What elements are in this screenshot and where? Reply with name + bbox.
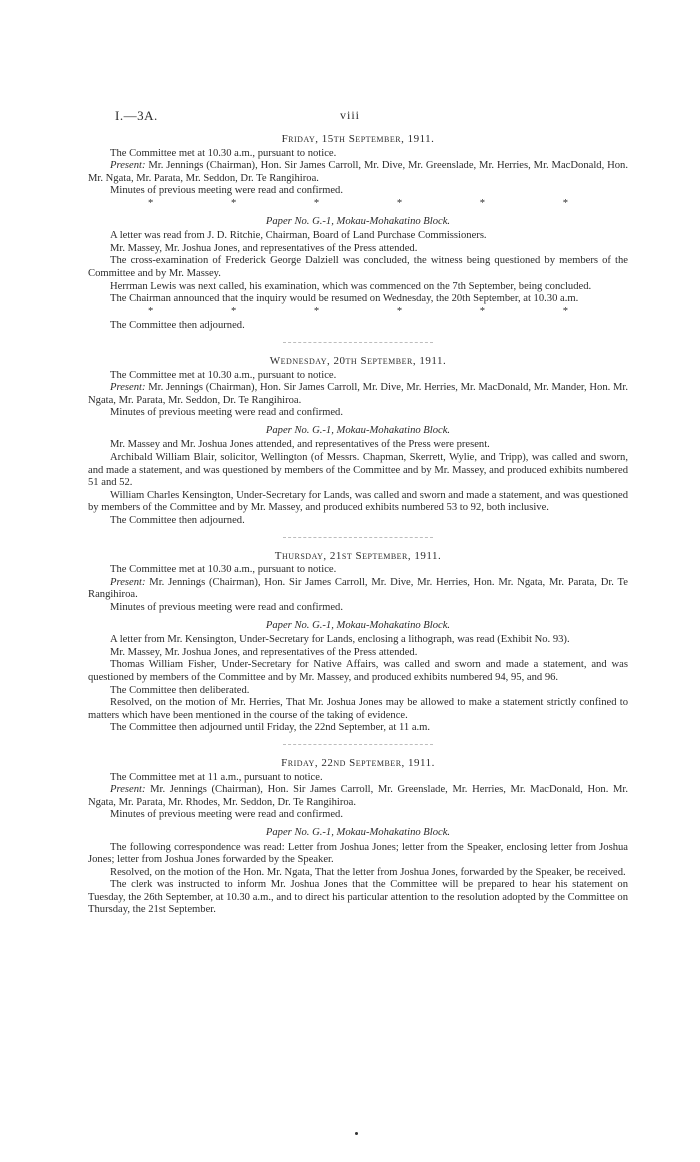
present-list: Mr. Jennings (Chairman), Hon. Sir James Carroll, Mr. Greenslade, Mr. Herries, Mr. MacDonald, Hon. Mr. Ngata, Mr. Parata, Mr. Rhodes, Mr. Seddon, Dr. Te Rangihiroa. — [88, 784, 628, 808]
present-label: Present: — [110, 382, 146, 394]
meeting-block — [88, 550, 628, 735]
paragraph: Resolved, on the motion of the Hon. Mr. Ngata, That the letter from Joshua Jones, forwarded by the Speaker, be received. — [110, 866, 626, 878]
page-reference: I.—3A. — [115, 108, 158, 123]
paragraph: The following correspondence was read: Letter from Joshua Jones; letter from the Speaker, enclosing letter from Joshua Jones; letter from Joshua Jones forwarded by the Speaker. — [88, 841, 628, 866]
asterisk: * — [396, 305, 403, 317]
section-divider — [283, 342, 433, 343]
present-list: Mr. Jennings (Chairman), Hon. Sir James Carroll, Mr. Dive, Mr. Herries, Hon. Mr. Ngata, Mr. Parata, Dr. Te Rangihiroa. — [88, 576, 628, 601]
paragraph: Minutes of previous meeting were read and confirmed. — [110, 185, 343, 197]
paper-heading: Paper No. G.-1, Mokau-Mohakatino Block. — [265, 424, 451, 436]
paragraph: Resolved, on the motion of Mr. Herries, That Mr. Joshua Jones may be allowed to make a statement strictly confined to matters which have been mentioned in the course of the taking of evidence. — [88, 697, 628, 721]
present-list: Mr. Jennings (Chairman), Hon. Sir James Carroll, Mr. Dive, Mr. Greenslade, Mr. Herries, Mr. MacDonald, Hon. Mr. Ngata, Mr. Parata, Mr. Seddon, Dr. Te Rangihiroa. — [88, 160, 628, 184]
asterisk-break — [88, 306, 628, 319]
present-list: Mr. Jennings (Chairman), Hon. Sir James Carroll, Mr. Dive, Mr. Herries, Mr. MacDonald, Mr. Mander, Hon. Mr. Ngata, Mr. Parata, Mr. Seddon, Dr. Te Rangihiroa. — [88, 382, 628, 406]
meeting-date: Thursday, 21st September, 1911. — [274, 549, 442, 562]
paper-heading: Paper No. G.-1, Mokau-Mohakatino Block. — [265, 215, 451, 227]
meeting-block — [88, 133, 628, 333]
paragraph: Mr. Massey, Mr. Joshua Jones, and representatives of the Press attended. — [110, 646, 418, 658]
paragraph: The Committee then adjourned. — [110, 320, 245, 332]
paper-heading: Paper No. G.-1, Mokau-Mohakatino Block. — [265, 619, 451, 631]
meeting-block — [88, 757, 628, 917]
asterisk: * — [230, 305, 237, 317]
paragraph: A letter was read from J. D. Ritchie, Chairman, Board of Land Purchase Commissioners. — [110, 230, 487, 242]
paragraph: Minutes of previous meeting were read and confirmed. — [110, 602, 343, 613]
paragraph: Thomas William Fisher, Under-Secretary for Native Affairs, was called and sworn and made a statement, and was questioned by members of the Committee and by Mr. Massey, and produced exhibits numbered 94, 95, and 96. — [88, 659, 628, 683]
asterisk: * — [230, 197, 237, 209]
asterisk: * — [479, 197, 486, 209]
meeting-date: Friday, 22nd September, 1911. — [281, 756, 435, 769]
paragraph: The Committee then adjourned. — [110, 515, 245, 527]
present-paragraph — [88, 784, 628, 809]
asterisk: * — [313, 197, 320, 209]
paragraph: William Charles Kensington, Under-Secretary for Lands, was called and sworn and made a statement, and was questioned by members of the Committee and by Mr. Massey, and produced exhibits numbered 53 to 92, both inclusive. — [88, 489, 629, 514]
asterisk-break — [88, 198, 628, 211]
asterisk: * — [148, 305, 154, 317]
paragraph: The Committee met at 10.30 a.m., pursuant to notice. — [110, 147, 337, 159]
page-number: viii — [340, 108, 361, 122]
present-paragraph — [88, 160, 628, 185]
paragraph: Archibald William Blair, solicitor, Wellington (of Messrs. Chapman, Skerrett, Wylie, and Tripp), was called and sworn, and made a statement, and was questioned by members of the Committee and by Mr. Massey, and produced exhibits numbered 51 and 52. — [88, 452, 628, 489]
paragraph: A letter from Mr. Kensington, Under-Secretary for Lands, enclosing a lithograph, was read (Exhibit No. 93). — [110, 634, 570, 646]
present-label: Present: — [110, 576, 146, 588]
paragraph: Mr. Massey and Mr. Joshua Jones attended, and representatives of the Press were present. — [110, 439, 490, 451]
asterisk: * — [148, 197, 154, 209]
paragraph: Minutes of previous meeting were read and confirmed. — [110, 407, 343, 419]
meeting-date: Friday, 15th September, 1911. — [281, 133, 435, 145]
minutes-column — [88, 133, 628, 917]
meeting-date: Wednesday, 20th September, 1911. — [269, 354, 447, 367]
asterisk: * — [313, 305, 320, 317]
present-label: Present: — [110, 784, 146, 796]
paragraph: The Committee met at 10.30 a.m., pursuant to notice. — [110, 369, 337, 381]
paragraph: The clerk was instructed to inform Mr. Joshua Jones that the Committee will be prepared to hear his statement on Tuesday, the 26th September, at 10.30 a.m., and to direct his particular attention to the resolution adopted by the Committee on Thursday, the 21st September. — [88, 879, 628, 916]
present-paragraph — [88, 382, 628, 407]
asterisk: * — [562, 305, 568, 317]
paper-heading: Paper No. G.-1, Mokau-Mohakatino Block. — [265, 826, 451, 838]
paragraph: The Committee met at 11 a.m., pursuant to notice. — [110, 771, 323, 783]
meeting-block — [88, 355, 628, 528]
asterisk: * — [562, 197, 568, 209]
section-divider — [283, 537, 433, 538]
footer-mark — [355, 1132, 358, 1135]
paragraph: The cross-examination of Frederick George Dalziell was concluded, the witness being questioned by members of the Committee and by Mr. Massey. — [88, 255, 628, 279]
paragraph: Mr. Massey, Mr. Joshua Jones, and representatives of the Press attended. — [110, 242, 418, 254]
paragraph: The Committee then deliberated. — [110, 684, 250, 696]
present-label: Present: — [110, 160, 146, 172]
present-paragraph — [88, 577, 628, 602]
paragraph: The Chairman announced that the inquiry would be resumed on Wednesday, the 20th September, at 10.30 a.m. — [110, 293, 579, 305]
asterisk: * — [479, 305, 486, 317]
paragraph: The Committee then adjourned until Friday, the 22nd September, at 11 a.m. — [110, 722, 431, 734]
paragraph: Herrman Lewis was next called, his examination, which was commenced on the 7th September, being concluded. — [110, 280, 592, 292]
section-divider — [283, 744, 433, 745]
asterisk: * — [396, 197, 403, 209]
paragraph: The Committee met at 10.30 a.m., pursuant to notice. — [110, 564, 337, 576]
paragraph: Minutes of previous meeting were read and confirmed. — [110, 809, 343, 821]
